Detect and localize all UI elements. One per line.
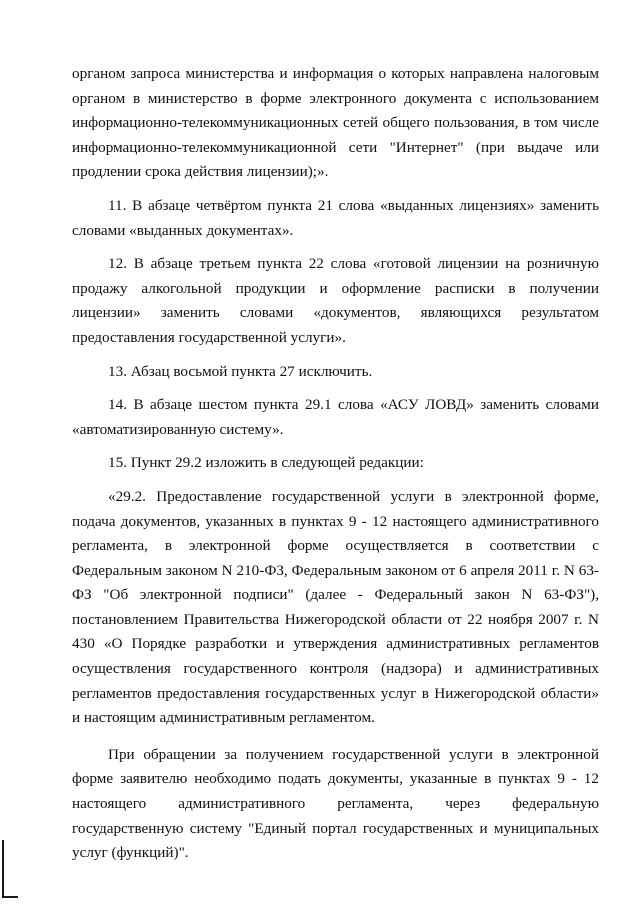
paragraph-item-12: 12. В абзаце третьем пункта 22 слова «готовой лицензии на розничную продажу алкогольной продукции и оформление расписки в получении лицензии» заменить словами «документов, являющихся результатом предоставления государственной услуги».: [72, 255, 599, 346]
scan-edge-line: [2, 840, 4, 898]
paragraph-item-14: 14. В абзаце шестом пункта 29.1 слова «АСУ ЛОВД» заменить словами «автоматизированную систему».: [72, 396, 599, 438]
paragraph-item-11: 11. В абзаце четвёртом пункта 21 слова «выданных лицензиях» заменить словами «выданных документах».: [72, 196, 599, 239]
paragraph-item-15: 15. Пункт 29.2 изложить в следующей редакции:: [108, 454, 424, 472]
paragraph-item-13: 13. Абзац восьмой пункта 27 исключить.: [108, 362, 373, 380]
paragraph-continuation: органом запроса министерства и информация о которых направлена налоговым органом в министерство в форме электронного документа с использованием информационно-телекоммуникационных сетей общего пользования, в том числе информационно-телекоммуникационной сети "Интернет" (при выдаче или продлении срока действия лицензии);».: [72, 65, 599, 181]
paragraph-electronic-submission: При обращении за получением государственной услуги в электронной форме заявителю необходимо подать документы, указанные в пунктах 9 - 12 настоящего административного регламента, через федеральную государственную систему "Единый портал государственных и муниципальных услуг (функций)".: [72, 745, 599, 862]
scan-edge-corner: [2, 896, 18, 898]
paragraph-clause-29-2: «29.2. Предоставление государственной услуги в электронной форме, подача документов, указанных в пунктах 9 - 12 настоящего административного регламента, в электронной форме осуществляется в соответствии с Федеральным законом N 210-ФЗ, Федеральным законом от 6 апреля 2011 г. N 63-ФЗ "Об электронной подписи" (далее - Федеральный закон N 63-ФЗ"), постановлением Правительства Нижегородской области от 22 ноября 2007 г. N 430 «О Порядке разработки и утверждения административных регламентов осуществления государственного контроля (надзора) и административных регламентов предоставления государственных услуг в Нижегородской области» и настоящим административным регламентом.: [72, 487, 599, 727]
document-body: [72, 62, 599, 866]
